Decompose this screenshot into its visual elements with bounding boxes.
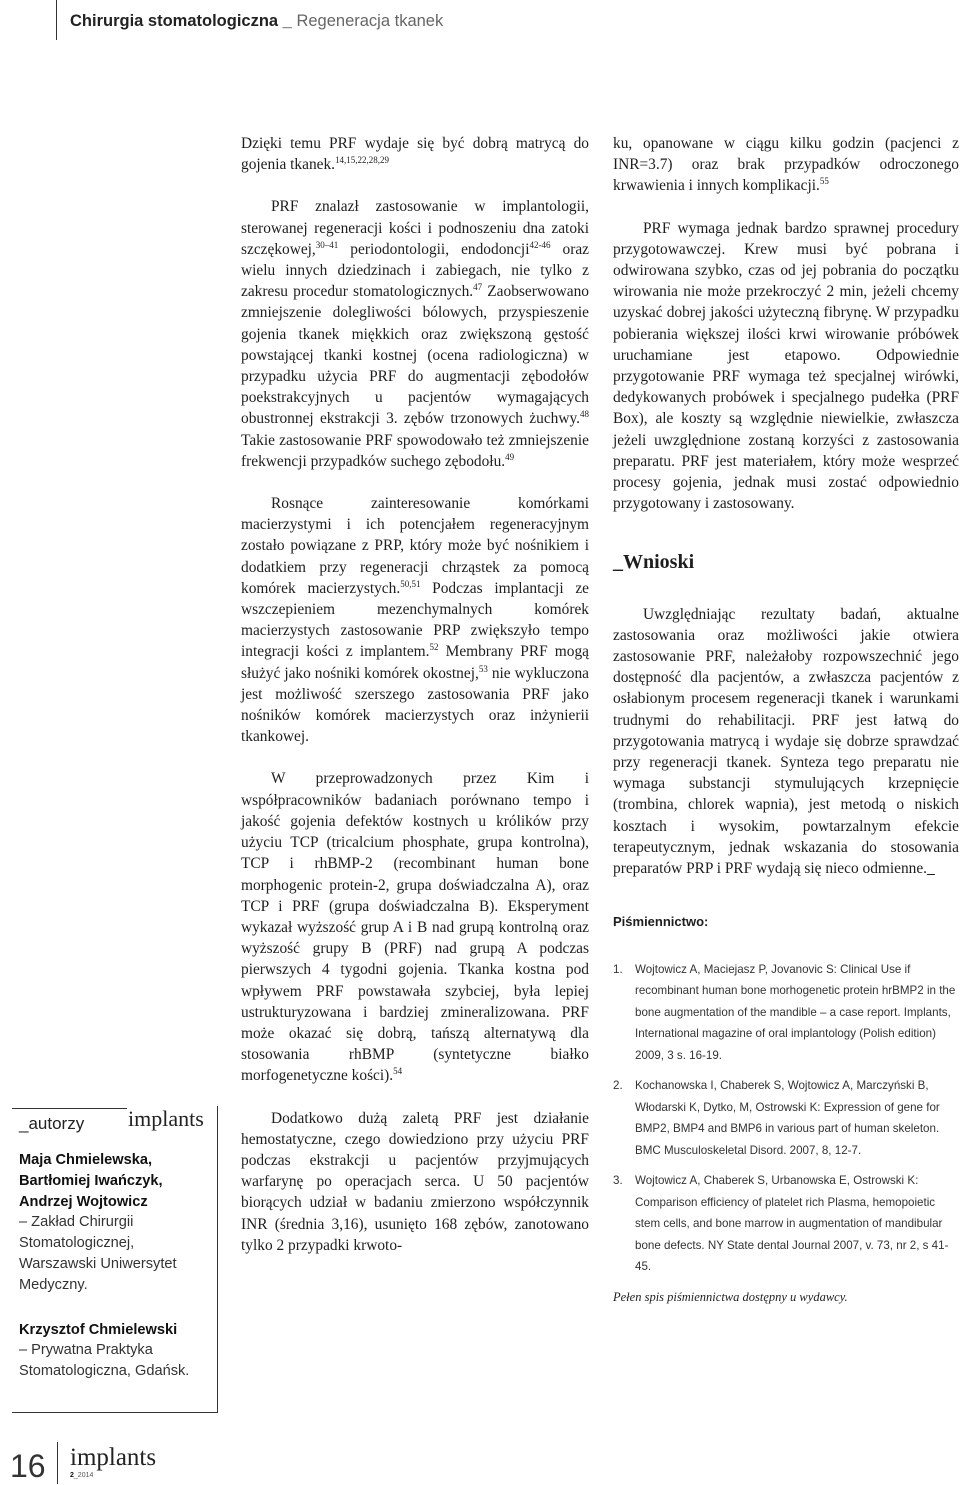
issue-label: 2_2014	[70, 1472, 94, 1479]
reference-item: 2. Kochanowska I, Chaberek S, Wojtowicz A, Marczyński B, Włodarski K, Dytko, M, Ostrowski K: Expression of gene for BMP2, BMP4 and BMP6 in various part of human skeleton. BMC Musculoskeletal Disord. 2007, 8, 12-7.	[613, 1079, 940, 1157]
paragraph: PRF wymaga jednak bardzo sprawnej procedury przygotowawczej. Krew musi być pobrana i odwirowana szybko, czas od jej pobrania do początku wirowania nie może przekroczyć 2 min, jeżeli chcemy uzyskać dobrej jakości użyteczną fibrynę. W przypadku pobierania większej ilości krwi wirowanie próbówek uruchamiane jest etapowo. Odpowiednie przygotowanie PRF wymaga też specjalnej wirówki, dedykowanych probówek i specjalnego pudełka (PRF Box), ale koszty są względnie niewielkie, zwłaszcza jeżeli uwzględnione zostaną korzyści z zastosowania preparatu. PRF jest materiałem, który może wesprzeć procesy gojenia, jednak musi zostać odpowiednio przygotowany i zastosowany.	[613, 219, 959, 513]
reference-item: 1. Wojtowicz A, Maciejasz P, Jovanovic S: Clinical Use if recombinant human bone morhogenetic protein hrBMP2 in the bone augmentation of the mandible – a case report. Implants, International magazine of oral implantology (Polish edition) 2009, 3 s. 16-19.	[613, 962, 956, 1062]
header-divider	[56, 0, 57, 40]
references-list	[613, 959, 959, 1278]
footer-logo: implants	[70, 1444, 157, 1471]
article-column-1	[241, 133, 589, 1277]
paragraph: PRF znalazł zastosowanie w implantologii, sterowanej regeneracji kości i podnoszeniu dna zatoki szczękowej,$^{30-41}$ periodontologii, endodoncji$^{42-46}$ oraz wielu innych dziedzinach i zabiegach, nie tylko z zakresu procedur stomatologicznych.$^{47}$ Zaobserwowano zmniejszenie dolegliwości bólowych, przyspieszenie gojenia tkanek miękkich oraz zwiększoną gęstość powstającej tkanki kostnej (ocena radiologiczna) w przypadku użycia PRF do augmentacji zębodołów poekstrakcyjnych u pacjentów wymagających obustronnej ekstrakcji 3. zębów trzonowych żuchwy.$^{48}$ Takie zastosowanie PRF spowodowało też zmniejszenie frekwencji przypadków suchego zębodołu.$^{49}$	[241, 198, 589, 470]
author-affiliation: – Prywatna Praktyka Stomatologiczna, Gdańsk.	[19, 1342, 190, 1380]
authors-rule	[12, 1108, 127, 1109]
implants-logo: implants	[128, 1106, 204, 1131]
paragraph: Dzięki temu PRF wydaje się być dobrą matrycą do gojenia tkanek.$^{14,15,22,28,29}$	[241, 135, 589, 174]
section-title: _Wnioski	[613, 551, 695, 574]
authors-box	[12, 1106, 218, 1413]
paragraph: W przeprowadzonych przez Kim i współpracowników badaniach porównano tempo i jakość gojenia defektów kostnych u królików przy użyciu TCP (tricalcium phosphate, grupa kontrolna), TCP i rhBMP-2 (recombinant human bone morphogenic protein-2, grupa doświadczalna A), oraz TCP i PRF (grupa doświadczalna B). Eksperyment wykazał wyższość grup A i B nad grupą kontrolną oraz wyższość grupy B (PRF) nad grupą A podczas pierwszych 4 tygodni gojenia. Tkanka kostna pod wpływem PRF powstawała szybciej, była lepiej ustrukturyzowana i bardziej zmineralizowana. PRF może okazać się dobrą, tańszą alternatywą dla stosowania rhBMP (syntetyczne białko morfogenetyczne kości).$^{54}$	[241, 770, 589, 1085]
reference-item: 3. Wojtowicz A, Chaberek S, Urbanowska E, Ostrowski K: Comparison efficiency of platelet rich Plasma, hemopoietic stem cells, and bone marrow in augmentation of mandibular bone defects. NY State dental Journal 2007, v. 73, nr 2, s 41-45.	[613, 1174, 949, 1273]
author-affiliation: – Zakład Chirurgii Stomatologicznej, Warszawski Uniwersytet Medyczny.	[19, 1214, 177, 1293]
header-subsection: Regeneracja tkanek	[291, 12, 444, 30]
references-title: Piśmiennictwo:	[613, 914, 709, 930]
page-number: 16	[10, 1448, 46, 1484]
paragraph: Uwzględniając rezultaty badań, aktualne zastosowania oraz możliwości jakie otwiera zastosowanie PRF, należałoby rozpowszechnić jego dostępność dla pacjentów, a zwłaszcza pacjentów z osłabionym procesem regeneracji tkanek i warunkami trudnymi do rehabilitacji. PRF jest łatwą do przygotowania matrycą i wydaje się dobrze sprawdzać przy regeneracji tkanek. Synteza tego preparatu nie wymaga substancji stymulujących krzepnięcie (trombina, chlorek wapnia), jest metodą o niskich kosztach i wysokim, powtarzalnym efekcie terapeutycznym, jednak wskazania do stosowania preparatów PRP i PRF wydają się nieco odmienne._	[613, 605, 959, 878]
page-header	[70, 12, 443, 31]
header-section: Chirurgia stomatologiczna _	[70, 12, 292, 30]
authors-tag: _autorzy	[19, 1114, 85, 1133]
article-column-2	[613, 133, 959, 1308]
footer-divider	[57, 1442, 58, 1484]
paragraph: ku, opanowane w ciągu kilku godzin (pacjenci z INR=3.7) oraz brak przypadków odroczonego krwawienia i innych komplikacji.$^{55}$	[613, 135, 959, 195]
paragraph: Rosnące zainteresowanie komórkami macierzystymi i ich potencjałem regeneracyjnym zostało powiązane z PRP, który może być nośnikiem i dodatkiem przy regeneracji chrząstek za pomocą komórek macierzystych.$^{50,51}$ Podczas implantacji ze wszczepieniem mezenchymalnych komórek macierzystych zastosowanie PRP zwiększyło tempo integracji kości z implantem.$^{52}$ Membrany PRF mogą służyć jako nośniki komórek okostnej,$^{53}$ nie wykluczona jest możliwość szerszego zastosowania PRF jako nośników komórek macierzystych oraz inżynierii tkankowej.	[241, 495, 589, 746]
paragraph: Dodatkowo dużą zaletą PRF jest działanie hemostatyczne, czego dowiedziono przy użyciu PRF podczas ekstrakcji u pacjentów przyjmujących warfarynę po operacjach serca. U 50 pacjentów biorących udział w badaniu zmierzono współczynnik INR (średnia 3,16), usunięto 168 zębów, zanotowano tylko 2 przypadki krwoto-	[241, 1109, 589, 1254]
author-names: Krzysztof Chmielewski	[19, 1321, 178, 1338]
references-note: Pełen spis piśmiennictwa dostępny u wydawcy.	[613, 1289, 848, 1304]
author-names: Maja Chmielewska, Bartłomiej Iwańczyk, Andrzej Wojtowicz	[19, 1152, 163, 1210]
